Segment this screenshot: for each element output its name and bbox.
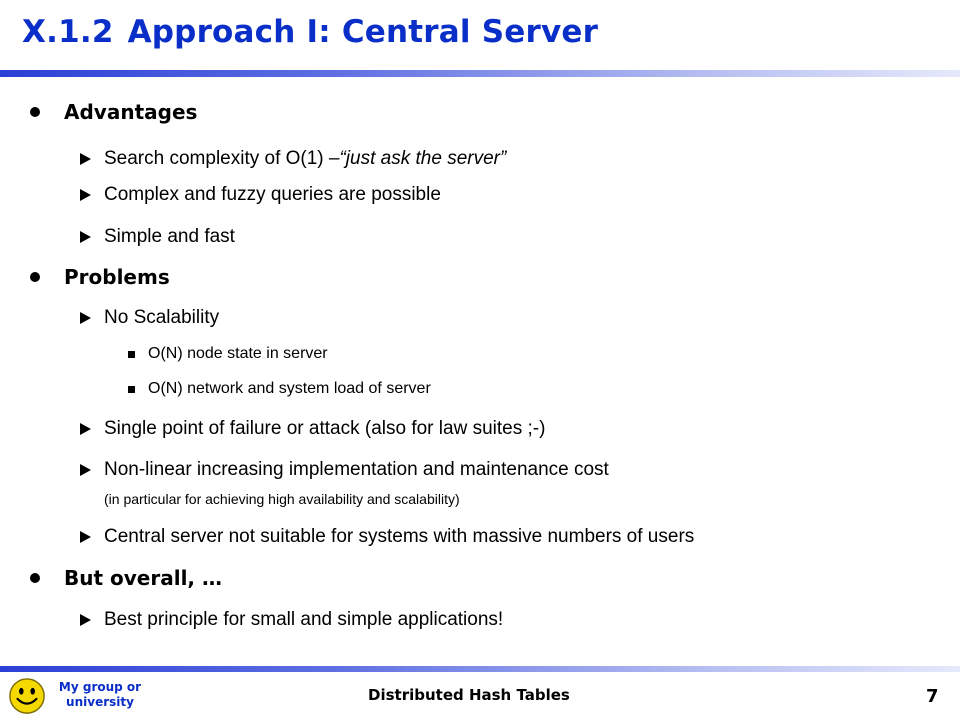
page-number: 7 [926,686,939,707]
item-text: Simple and fast [104,226,235,247]
sub-list-item [128,345,328,363]
bullet-dot-icon [30,107,40,117]
item-text: Non-linear increasing implementation and maintenance cost [104,459,609,480]
triangle-bullet-icon [80,231,91,243]
item-text: Search complexity of O(1) – [104,148,340,169]
heading-problems: Problems [64,265,170,289]
group-line-2: university [66,695,134,709]
triangle-bullet-icon [80,312,91,324]
list-item [80,226,235,248]
section-number: X.1.2 [22,14,114,50]
subitem-text: O(N) node state in server [148,345,328,362]
footer-divider [0,666,960,672]
item-text: Complex and fuzzy queries are possible [104,184,441,205]
subitem-text: O(N) network and system load of server [148,380,431,397]
bullet-advantages [30,100,197,124]
item-text: Best principle for small and simple applications! [104,609,504,630]
square-bullet-icon [128,351,135,358]
bullet-overall [30,566,222,590]
sub-list-item [128,380,431,398]
item-text: No Scalability [104,307,220,328]
smiley-logo-icon [8,677,46,715]
bullet-dot-icon [30,573,40,583]
slide-title [22,14,598,50]
triangle-bullet-icon [80,189,91,201]
bullet-dot-icon [30,272,40,282]
triangle-bullet-icon [80,614,91,626]
item-text: Central server not suitable for systems with massive numbers of users [104,526,695,547]
item-italic-quote: “just ask the server” [339,148,507,169]
list-item [80,148,506,170]
item-note: (in particular for achieving high availability and scalability) [104,491,460,507]
list-item [80,526,694,548]
list-item [80,418,545,440]
triangle-bullet-icon [80,423,91,435]
triangle-bullet-icon [80,153,91,165]
heading-advantages: Advantages [64,100,198,124]
square-bullet-icon [128,386,135,393]
item-text: Single point of failure or attack (also for law suites ;-) [104,418,546,439]
group-line-1: My group or [58,680,142,694]
list-item [80,184,441,206]
list-item [80,307,219,329]
triangle-bullet-icon [80,464,91,476]
heading-overall: But overall, … [64,566,222,590]
triangle-bullet-icon [80,531,91,543]
title-divider [0,70,960,77]
footer-title: Distributed Hash Tables [368,686,570,704]
list-item [80,609,503,631]
list-item [80,459,609,481]
title-text: Approach I: Central Server [127,14,599,50]
group-label [50,680,150,710]
bullet-problems [30,265,170,289]
